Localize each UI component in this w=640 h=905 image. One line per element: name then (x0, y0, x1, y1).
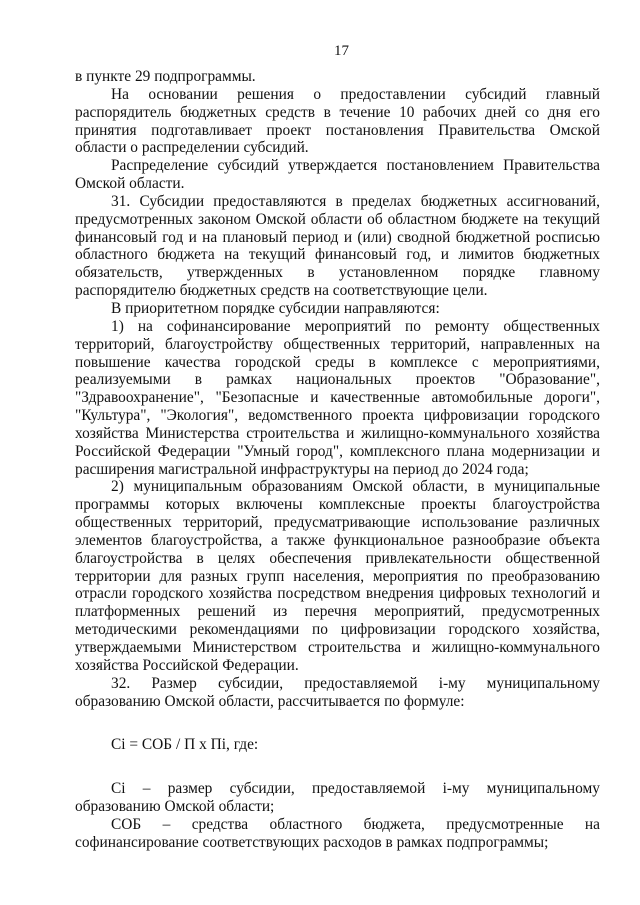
formula: Ci = СОБ / П x Пi, где: (111, 736, 259, 754)
list-item-1: 1) на софинансирование мероприятий по ремонту общественных территорий, благоустройству общественных территорий, направленных на повышение качества городской среды в комплексе с мероприятиями, реализуемыми в рамках национальных проектов "Образование", "Здравоохранение", "Безопасные и качественные автомобильные дороги", "Культура", "Экология", ведомственного проекта цифровизации городского хозяйства Министерства строительства и жилищно-коммунального хозяйства Российской Федерации "Умный город", комплексного плана модернизации и расширения магистральной инфраструктуры на период до 2024 года; (75, 317, 600, 478)
paragraph-item-31: 31. Субсидии предоставляются в пределах бюджетных ассигнований, предусмотренных законом Омской области об областном бюджете на текущий финансовый год и на плановый период и (или) сводной бюджетной росписью областного бюджета на текущий финансовый год, и лимитов бюджетных обязательств, утвержденных в установленном порядке главному распорядителю бюджетных средств на соответствующие цели. (75, 192, 600, 300)
paragraph-distribution: Распределение субсидий утверждается постановлением Правительства Омской области. (75, 157, 600, 193)
paragraph-decision: На основании решения о предоставлении субсидий главный распорядитель бюджетных средств в течение 10 рабочих дней со дня его принятия подготавливает проект постановления Правительства Омской области о распределении субсидий. (75, 85, 600, 157)
list-item-2: 2) муниципальным образованиям Омской области, в муниципальные программы которых включены комплексные проекты благоустройства общественных территорий, предусматривающие использование различных элементов благоустройства, а также функциональное разнообразие объекта благоустройства в целях обеспечения привлекательности общественной территории для разных групп населения, мероприятия по преобразованию отрасли городского хозяйства посредством внедрения цифровых технологий и платформенных решений из перечня мероприятий, предусмотренных методическими рекомендациями по цифровизации городского хозяйства, утверждаемыми Министерством строительства и жилищно-коммунального хозяйства Российской Федерации. (75, 478, 600, 674)
page-number: 17 (334, 43, 349, 59)
paragraph-priority: В приоритетном порядке субсидии направляются: (111, 299, 440, 317)
definition-sob: СОБ – средства областного бюджета, предусмотренные на софинансирование соответствующих расходов в рамках подпрограммы; (75, 815, 600, 851)
paragraph-continuation: в пункте 29 подпрограммы. (75, 68, 256, 85)
paragraph-item-32: 32. Размер субсидии, предоставляемой i-му муниципальному образованию Омской области, рассчитывается по формуле: (75, 674, 600, 710)
definition-ci: Ci – размер субсидии, предоставляемой i-му муниципальному образованию Омской области; (75, 780, 600, 816)
